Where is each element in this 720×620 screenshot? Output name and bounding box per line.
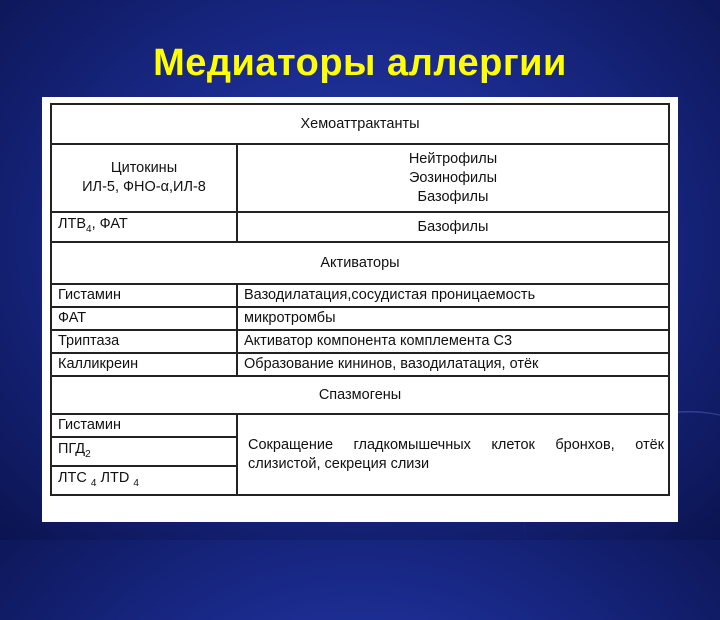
target-cell-eosinophils: Эозинофилы [408,169,498,186]
table-row [51,353,669,376]
target-cell-basophils: Базофилы [417,188,489,205]
ltc4-prefix: ЛТС [58,469,91,486]
activator-effect: Активатор компонента комплемента С3 [237,330,669,353]
table-row [51,330,669,353]
cytokines-cell [51,144,237,212]
ltc4-subscript: 4 [90,477,97,489]
activator-mediator: Калликреин [51,353,237,376]
spasmogen-pgd2 [51,437,237,466]
section-header-chemoattractants: Хемоаттрактанты [51,104,669,144]
section-row-chemoattractants [51,104,669,144]
activator-effect: Вазодилатация,сосудистая проницаемость [237,284,669,307]
target-cell-neutrophils: Нейтрофилы [408,150,498,167]
table-sheet [42,97,678,522]
table-row [51,307,669,330]
pgd2-prefix: ПГД [58,440,86,457]
ltb4-cell [51,212,237,242]
section-row-spasmogens [51,376,669,414]
section-header-activators: Активаторы [51,242,669,284]
ltb4-target: Базофилы [237,212,669,242]
activator-mediator: Триптаза [51,330,237,353]
cytokines-title: Цитокины [110,160,178,176]
spasmogen-histamine: Гистамин [51,414,237,437]
activator-effect: Образование кининов, вазодилатация, отёк [237,353,669,376]
pgd2-subscript: 2 [85,448,91,460]
spasmogen-effect: Сокращение гладкомышечных клеток бронхов, отёк слизистой, секреция слизи [237,414,669,495]
activator-mediator: Гистамин [51,284,237,307]
activator-mediator: ФАТ [51,307,237,330]
section-header-spasmogens: Спазмогены [51,376,669,414]
ltb4-subscript: 4 [86,224,92,235]
table-row-histamine [51,414,669,437]
table-row [51,284,669,307]
table-row-ltb4 [51,212,669,242]
cytokines-target-cells [237,144,669,212]
ltb4-prefix: ЛТВ [58,216,87,232]
ltd4-subscript: 4 [133,477,139,489]
spasmogen-ltc4-ltd4 [51,466,237,495]
ltd4-prefix: ЛТD [96,469,134,486]
ltb4-suffix: , ФАТ [91,216,128,232]
table-row-cytokines [51,144,669,212]
cytokines-list: ИЛ-5, ФНО-α,ИЛ-8 [82,179,206,195]
mediators-table [50,103,670,496]
activator-effect: микротромбы [237,307,669,330]
slide-title: Медиаторы аллергии [153,42,567,84]
section-row-activators [51,242,669,284]
